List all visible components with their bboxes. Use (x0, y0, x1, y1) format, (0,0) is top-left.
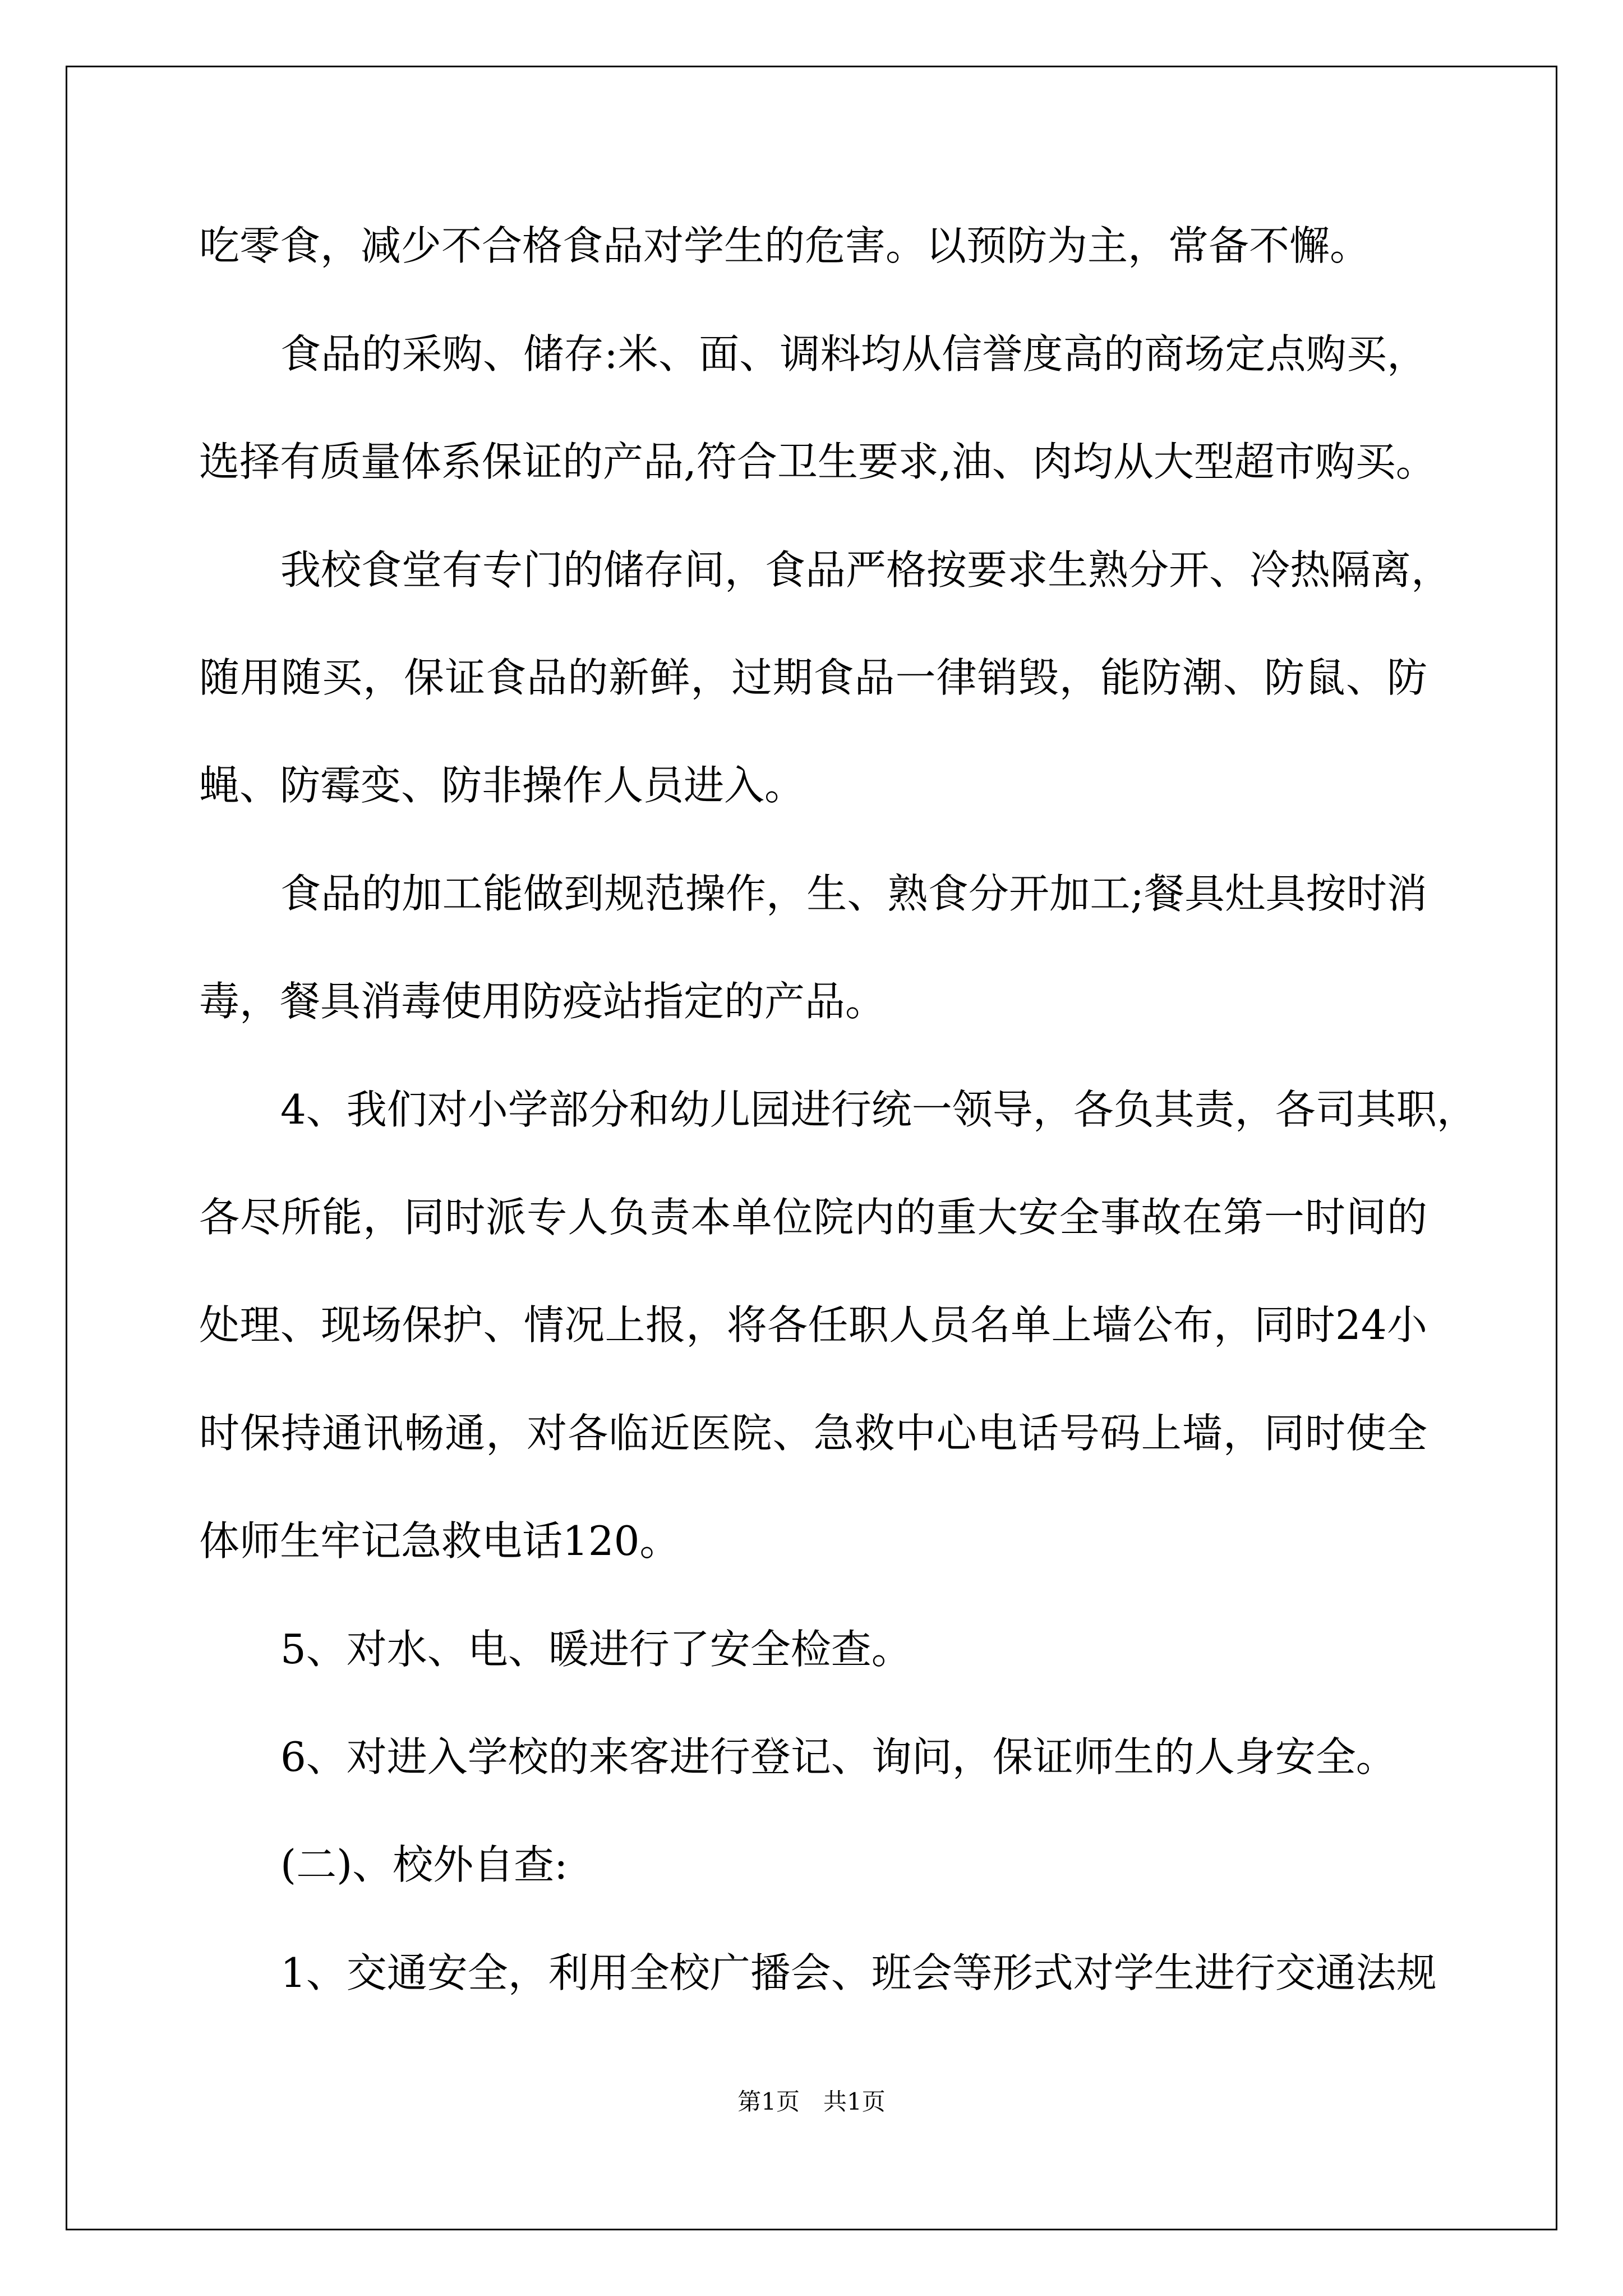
text-line: 吃零食，减少不合格食品对学生的危害。以预防为主，常备不懈。 (199, 222, 1371, 269)
text-line: 随用随买，保证食品的新鲜，过期食品一律销毁，能防潮、防鼠、防 (199, 654, 1427, 701)
text-line: 选择有质量体系保证的产品,符合卫生要求,油、肉均从大型超市购买。 (199, 438, 1436, 485)
text-line: 4、我们对小学部分和幼儿园进行统一领导，各负其责，各司其职， (280, 1086, 1477, 1133)
text-line: 体师生牢记急救电话120。 (199, 1517, 680, 1565)
text-line: (二)、校外自查: (280, 1841, 568, 1888)
text-line: 时保持通讯畅通，对各临近医院、急救中心电话号码上墙，同时使全 (199, 1410, 1427, 1457)
text-line: 我校食堂有专门的储存间，食品严格按要求生熟分开、冷热隔离， (280, 546, 1452, 593)
text-line: 毒，餐具消毒使用防疫站指定的产品。 (199, 978, 886, 1025)
page-footer: 第1页 共1页 (737, 2088, 886, 2115)
text-line: 各尽所能，同时派专人负责本单位院内的重大安全事故在第一时间的 (199, 1194, 1427, 1241)
text-line: 1、交通安全，利用全校广播会、班会等形式对学生进行交通法规 (280, 1949, 1437, 1996)
text-line: 处理、现场保护、情况上报，将各任职人员名单上墙公布，同时24小 (199, 1301, 1427, 1349)
text-line: 蝇、防霉变、防非操作人员进入。 (199, 762, 805, 809)
text-line: 食品的采购、储存:米、面、调料均从信誉度高的商场定点购买， (280, 330, 1427, 378)
page-border (66, 66, 1557, 2230)
text-line: 6、对进入学校的来客进行登记、询问，保证师生的人身安全。 (280, 1733, 1396, 1780)
text-line: 5、对水、电、暖进行了安全检查。 (280, 1626, 912, 1673)
text-line: 食品的加工能做到规范操作，生、熟食分开加工;餐具灶具按时消 (280, 870, 1427, 917)
